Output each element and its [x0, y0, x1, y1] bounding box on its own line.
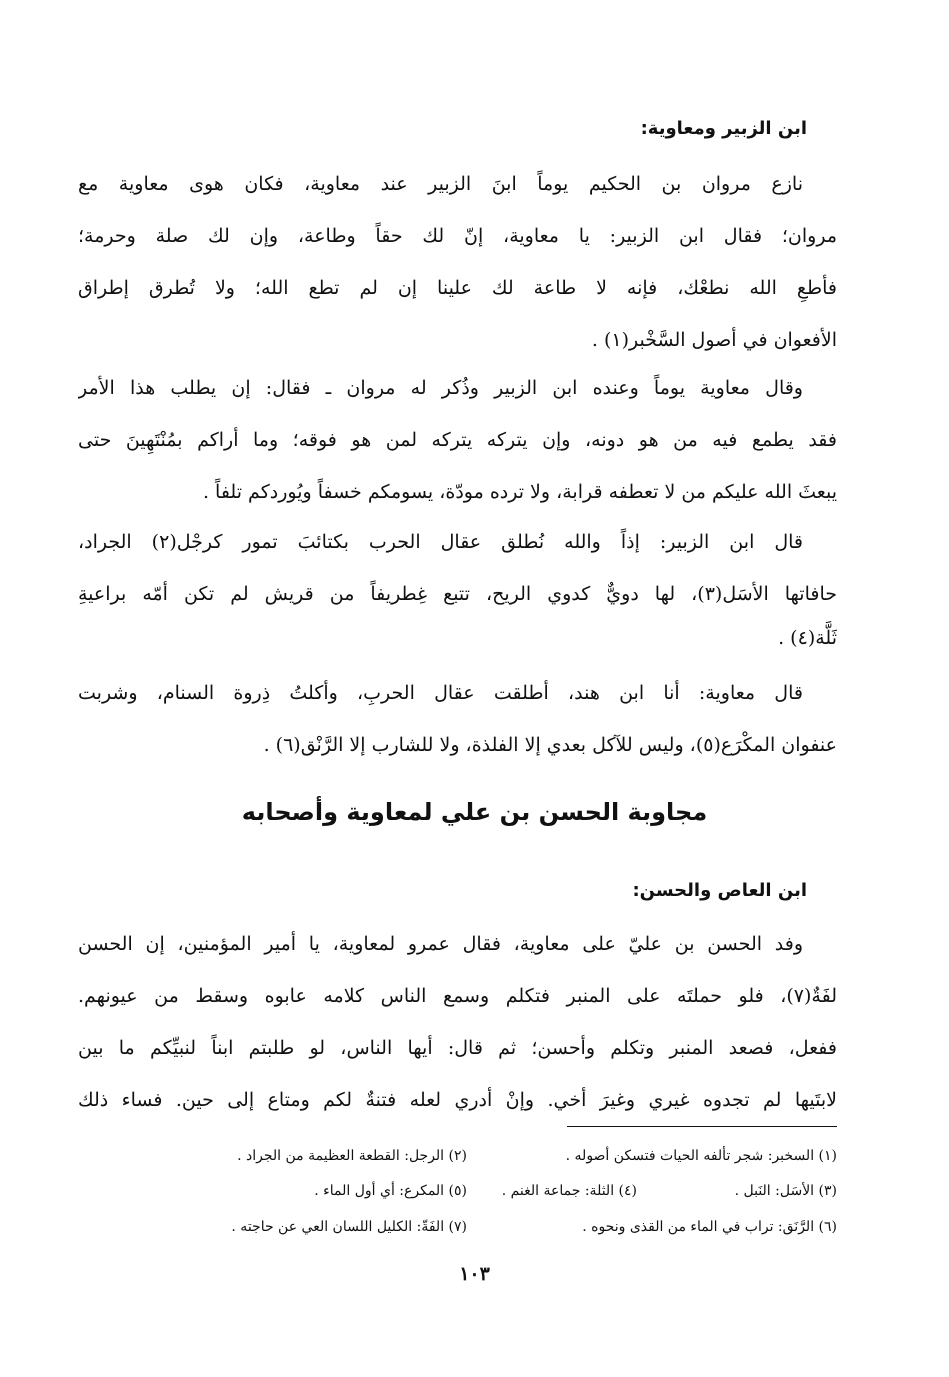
section-heading: ابن العاص والحسن:	[632, 880, 807, 901]
text-line: قال ابن الزبير: إذاً والله نُطلق عقال الحرب بكتائبَ تمور كرجْل(٢) الجراد،	[78, 531, 804, 553]
footnote: (٧) الفَةّ: الكليل اللسان العي عن حاجته .	[231, 1219, 467, 1235]
section-heading: ابن الزبير ومعاوية:	[640, 118, 807, 139]
paragraph-4	[78, 667, 837, 771]
footnote: (٦) الرَّنَق: تراب في الماء من القذى ونحوه .	[582, 1219, 837, 1235]
footnote: (٥) المكرع: أي أول الماء .	[314, 1183, 467, 1199]
text-line: مروان؛ فقال ابن الزبير: يا معاوية، إنّ لك حقاً وطاعة، وإن لك صلة وحرمة؛	[78, 225, 837, 247]
footnote-divider	[567, 1126, 837, 1127]
text-line: يبعثَ الله عليكم من لا تعطفه قرابة، ولا ترده مودّة، يسومكم خسفاً ويُوردكم تلفاً .	[202, 481, 837, 503]
text-line: وفد الحسن بن عليّ على معاوية، فقال عمرو لمعاوية، يا أمير المؤمنين، إن الحسن	[78, 933, 803, 955]
text-line: فقد يطمع فيه من هو دونه، وإن يتركه يتركه لمن هو فوقه؛ وما أراكم بمُنْتَهِينَ حتى	[78, 429, 837, 451]
paragraph-3	[78, 516, 837, 656]
chapter-title: مجاوبة الحسن بن علي لمعاوية وأصحابه	[241, 798, 708, 826]
text-line: فأطعِ الله نطعْك، فإنه لا طاعة لك علينا إن لم تطع الله؛ ولا تُطرق إطراق	[78, 277, 837, 299]
footnote-row	[78, 1183, 837, 1199]
text-line: نازع مروان بن الحكيم يوماً ابنَ الزبير عند معاوية، فكان هوى معاوية مع	[78, 173, 803, 195]
page-number: ١٠٣	[459, 1263, 490, 1285]
text-line: الأفعوان في أصول السَّخْبر(١) .	[591, 329, 837, 351]
text-line: قال معاوية: أنا ابن هند، أطلقت عقال الحربِ، وأكلتُ ذِروة السنام، وشربت	[78, 682, 803, 704]
text-line: حافاتها الأسَل(٣)، لها دويٌّ كدوي الريح، تتبع غِطريفاً من قريش لم تكن أمّه براعيةِ	[78, 583, 837, 605]
text-line: لابتَيها لم تجدوه غيري وغيرَ أخي. وإنْ أدري لعله فتنةٌ لكم ومتاع إلى حين. فساء ذلك	[78, 1089, 837, 1111]
footnote: (١) السخبر: شجر تألفه الحيات فتسكن أصوله .	[565, 1148, 837, 1164]
footnote: (٤) الثلة: جماعة الغنم .	[501, 1183, 637, 1199]
footnote: (٢) الرجل: القطعة العظيمة من الجراد .	[237, 1148, 467, 1164]
text-line: ثَلَّة(٤) .	[778, 627, 837, 649]
text-line: ففعل، فصعد المنبر وتكلم وأحسن؛ ثم قال: أيها الناس، لو طلبتم ابناً لنبيِّكم ما بين	[78, 1037, 837, 1059]
paragraph-1	[78, 158, 837, 366]
text-line: وقال معاوية يوماً وعنده ابن الزبير وذُكر له مروان ـ فقال: إن يطلب هذا الأمر	[78, 377, 803, 399]
text-line: لفَةٌ(٧)، فلو حملتَه على المنبر فتكلم وسمع الناس كلامه عابوه وسقط من عيونهم.	[78, 985, 837, 1007]
footnote-row	[78, 1219, 837, 1235]
footnote: (٣) الأسَل: النَبل .	[734, 1183, 837, 1199]
paragraph-2	[78, 362, 837, 518]
footnote-row	[78, 1148, 837, 1164]
paragraph-5	[78, 918, 837, 1126]
text-line: عنفوان المكْرَع(٥)، وليس للآكل بعدي إلا الفلذة، ولا للشارب إلا الرَّنْق(٦) .	[263, 734, 837, 756]
